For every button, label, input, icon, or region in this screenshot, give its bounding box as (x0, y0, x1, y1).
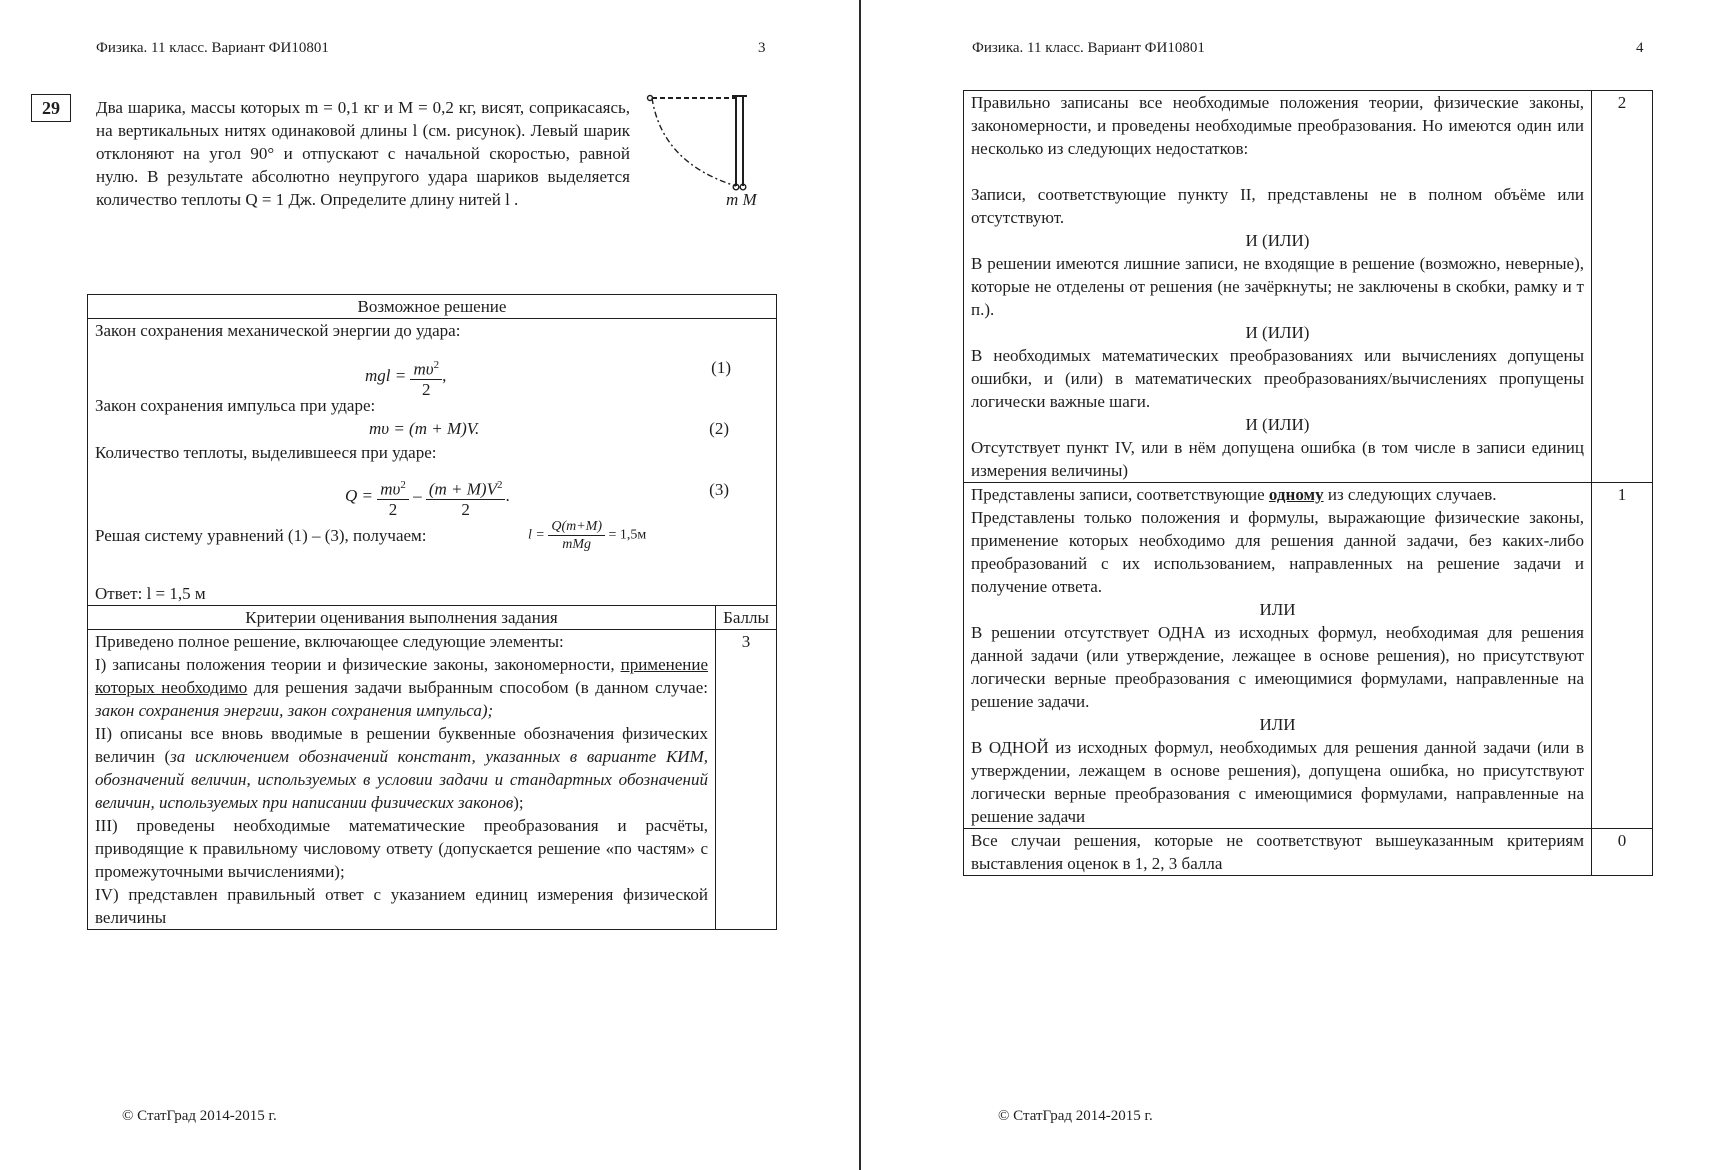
page-divider (859, 0, 861, 1170)
solution-line-1: Закон сохранения механической энергии до удара: (95, 321, 461, 340)
equation-3: Q = $\frac{m\upsilon^2}{2}$ – $\frac{(m + M)V^2}{2}$ . (3) (95, 464, 769, 524)
eq3-tag: (3) (709, 480, 729, 499)
pendulum-figure (644, 88, 754, 193)
question-number: 29 (31, 94, 71, 122)
row2-item-3: В необходимых математических преобразованиях или вычислениях допущены ошибки, и (или) в математических преобразованиях/вычислениях пропущены логически важные шаги. (971, 346, 1584, 411)
row2-or: И (ИЛИ) (1245, 231, 1310, 250)
criteria-table-continued (963, 90, 1653, 876)
eq2-tag: (2) (709, 419, 729, 438)
row2-item-4: Отсутствует пункт IV, или в нём допущена ошибка (в том числе в записи единиц измерения величины) (971, 438, 1584, 480)
eq3-fraction-2: $\frac{(m + M)V^2}{2}$ (426, 476, 506, 519)
criteria-row-2 (964, 91, 1592, 483)
solution-title: Возможное решение (88, 295, 777, 319)
row3-intro: Приведено полное решение, включающее следующие элементы: (95, 632, 564, 651)
solution-answer: Ответ: l = 1,5 м (95, 584, 206, 603)
page-4 (862, 0, 1714, 1170)
solution-line-2: Закон сохранения импульса при ударе: (95, 396, 376, 415)
solution-line-4: Решая систему уравнений (1) – (3), получаем: (95, 526, 427, 545)
page-number: 4 (1636, 40, 1644, 56)
eq1-fraction: $\frac{m\upsilon^2}{2}$ (410, 356, 442, 399)
row1-or: ИЛИ (1259, 715, 1296, 734)
score-2: 2 (1592, 91, 1653, 483)
swing-arc (652, 98, 736, 186)
page-footer: © СтатГрад 2014-2015 г. (122, 1108, 277, 1124)
page-number: 3 (758, 40, 766, 56)
row1-item-2: В решении отсутствует ОДНА из исходных формул, необходимая для решения данной задачи (или утверждение, лежащее в основе решения), но присутствуют логически верные преобразования с имеющимися формулами, направленные на решение задачи. (971, 623, 1584, 711)
row2-or: И (ИЛИ) (1245, 415, 1310, 434)
score-3: 3 (716, 630, 777, 930)
solution-body (88, 319, 777, 606)
row3-item-2: II) описаны все вновь вводимые в решении буквенные обозначения физических величин (за исключением обозначений констант, указанных в варианте КИМ, обозначений величин, используемых в условии задачи и стандартных обозначений величин, используемых при написании физических законов); (95, 724, 708, 812)
figure-label: m M (726, 190, 757, 209)
page-footer: © СтатГрад 2014-2015 г. (998, 1108, 1153, 1124)
result-fraction: $\frac{Q(m+M)}{\text{mMg}}$ (548, 518, 605, 553)
equation-1: mgl = $\frac{m\upsilon^2}{2}$ , (1) (365, 358, 731, 399)
criteria-header: Критерии оценивания выполнения задания (88, 606, 716, 630)
ball-m-deflected (648, 96, 653, 101)
row3-item-1: I) записаны положения теории и физические законы, закономерности, применение которых необходимо для решения задачи выбранным способом (в данном случае: закон сохранения энергии, закон сохранения импульса); (95, 655, 708, 720)
row1-intro: Представлены записи, соответствующие одному из следующих случаев. (971, 485, 1497, 504)
row1-item-3: В ОДНОЙ из исходных формул, необходимых для решения данной задачи (или в утверждении, лежащем в основе решения), допущена ошибка, но присутствуют логически верные преобразования с имеющимися формулами, направленные на решение задачи (971, 738, 1584, 826)
score-header: Баллы (716, 606, 777, 630)
eq1-lhs: mgl = (365, 366, 407, 386)
row2-or: И (ИЛИ) (1245, 323, 1310, 342)
criteria-row-3 (88, 630, 716, 930)
equation-2: mυ = (m + M)V. (2) (369, 419, 729, 438)
criteria-row-0: Все случаи решения, которые не соответствуют вышеуказанным критериям выставления оценок в 1, 2, 3 балла (964, 829, 1592, 876)
row3-item-3: III) проведены необходимые математические преобразования и расчёты, приводящие к правильному числовому ответу (допускается решение «по частям» с промежуточными вычислениями); (95, 816, 708, 881)
row2-intro: Правильно записаны все необходимые положения теории, физические законы, закономерности, и проведены необходимые преобразования. Но имеются один или несколько из следующих недостатков: (971, 93, 1584, 158)
solution-result: Решая систему уравнений (1) – (3), получаем: l = $\frac{Q(m+M)}{\text{mMg}}$ = 1,5м (95, 519, 647, 552)
page-header-title: Физика. 11 класс. Вариант ФИ10801 (96, 40, 329, 56)
score-1: 1 (1592, 483, 1653, 829)
eq1-tag: (1) (711, 358, 731, 377)
score-0: 0 (1592, 829, 1653, 876)
question-text: Два шарика, массы которых m = 0,1 кг и M = 0,2 кг, висят, соприкасаясь, на вертикальных нитях одинаковой длины l (см. рисунок). Левый шарик отклоняют на угол 90° и отпускают с начальной скоростью, равной нулю. В результате абсолютно неупругого удара шариков выделяется количество теплоты Q = 1 Дж. Определите длину нитей l . (96, 98, 630, 209)
criteria-row-1 (964, 483, 1592, 829)
row2-item-1: Записи, соответствующие пункту II, представлены не в полном объёме или отсутствуют. (971, 185, 1584, 227)
page-header-title: Физика. 11 класс. Вариант ФИ10801 (972, 40, 1205, 56)
row2-item-2: В решении имеются лишние записи, не входящие в решение (возможно, неверные), которые не отделены от решения (не зачёркнуты; не заключены в скобки, рамку и т п.). (971, 254, 1584, 319)
eq3-fraction-1: $\frac{m\upsilon^2}{2}$ (377, 476, 409, 519)
solution-table (87, 294, 777, 930)
solution-line-3: Количество теплоты, выделившееся при ударе: (95, 443, 437, 462)
row1-or: ИЛИ (1259, 600, 1296, 619)
row1-item-1: Представлены только положения и формулы, выражающие физические законы, применение которых необходимо для решения данной задачи, без каких-либо преобразований с их использованием, направленных на решение задачи и получение ответа. (971, 508, 1584, 596)
row3-item-4: IV) представлен правильный ответ с указанием единиц измерения физической величины (95, 885, 708, 927)
